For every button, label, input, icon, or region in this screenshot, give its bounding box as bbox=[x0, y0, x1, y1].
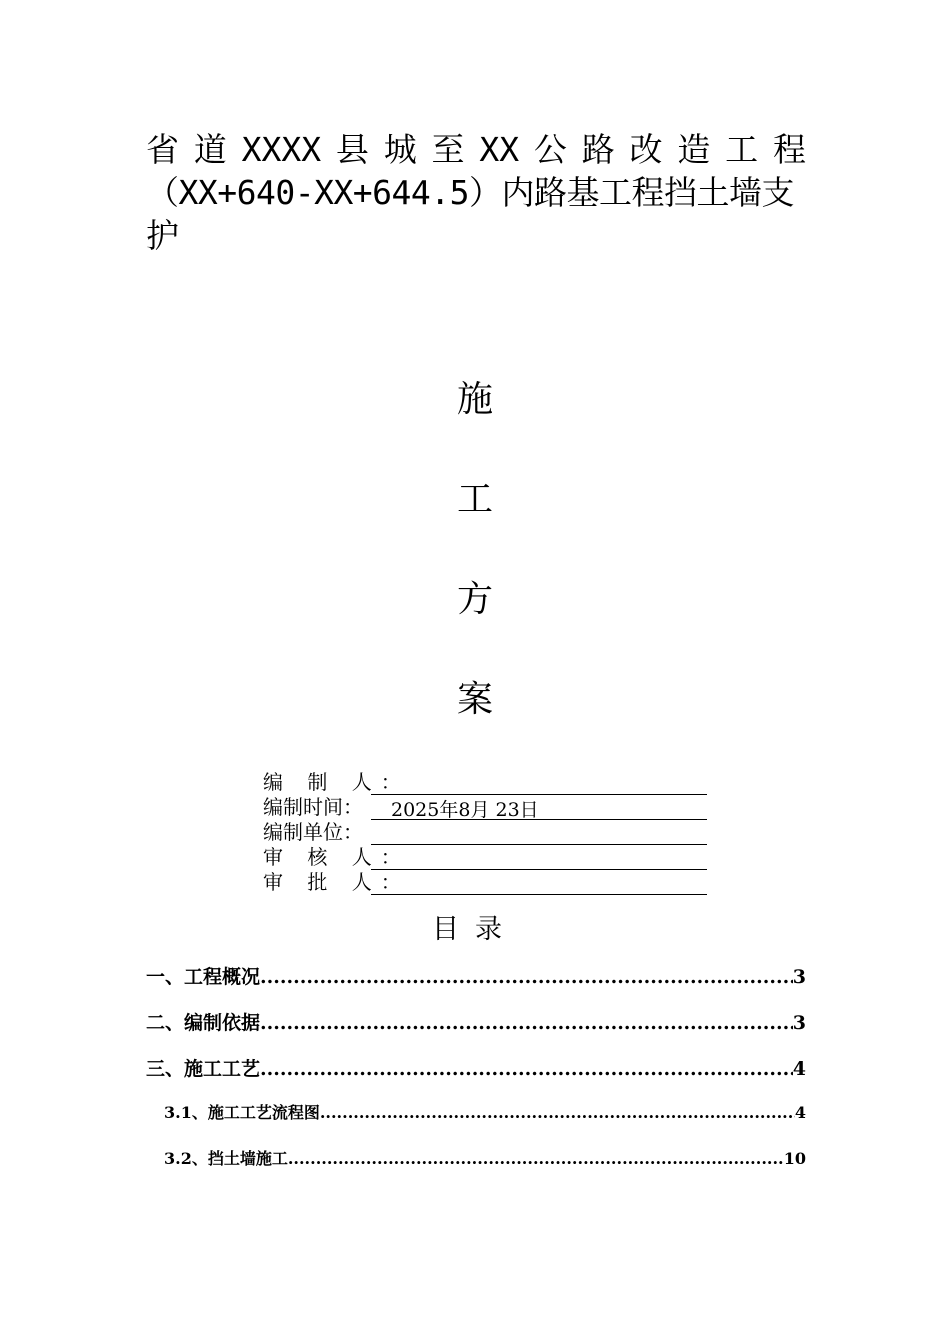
reviewer-label: 审 核 人： bbox=[263, 845, 410, 869]
toc-entry-overview[interactable] bbox=[146, 962, 806, 1008]
document-title bbox=[146, 128, 806, 257]
unit-label: 编制单位： bbox=[263, 820, 363, 844]
reviewer-row bbox=[263, 845, 723, 870]
toc-page-number: 4 bbox=[794, 1103, 806, 1122]
toc-entry-basis[interactable] bbox=[146, 1008, 806, 1054]
compiler-field bbox=[371, 775, 707, 795]
toc-entry-text: 二、编制依据 bbox=[146, 1012, 261, 1034]
approver-label: 审 批 人： bbox=[263, 870, 410, 894]
toc-page-number: 4 bbox=[792, 1058, 806, 1080]
approver-row bbox=[263, 870, 723, 895]
toc-page-number: 3 bbox=[792, 1012, 806, 1034]
toc-entry-text: 三、施工工艺 bbox=[146, 1058, 261, 1080]
date-label: 编制时间： bbox=[263, 795, 363, 819]
toc-entry-retaining-wall[interactable] bbox=[146, 1146, 806, 1192]
doc-type-char-4: 案 bbox=[456, 679, 493, 720]
title-line-3: 护 bbox=[146, 216, 179, 255]
toc-page-number: 10 bbox=[783, 1149, 806, 1168]
toc-entry-flowchart[interactable] bbox=[146, 1100, 806, 1146]
compiler-label: 编 制 人： bbox=[263, 770, 410, 794]
date-row bbox=[263, 795, 723, 820]
unit-field bbox=[371, 825, 707, 845]
toc-dot-leader bbox=[260, 1012, 793, 1034]
toc-entry-text: 3.1、施工工艺流程图 bbox=[164, 1103, 320, 1122]
toc-dot-leader bbox=[288, 1149, 784, 1168]
title-line-1: 省道XXXX县城至XX公路改造工程 bbox=[146, 130, 806, 169]
date-field: 2025年8月 23日 bbox=[371, 800, 707, 820]
doc-type-char-1: 施 bbox=[456, 379, 493, 420]
compiler-row bbox=[263, 770, 723, 795]
doc-type-char-2: 工 bbox=[456, 479, 493, 520]
reviewer-field bbox=[371, 850, 707, 870]
toc-dot-leader bbox=[260, 1058, 793, 1080]
toc-entry-process[interactable] bbox=[146, 1054, 806, 1100]
toc-dot-leader bbox=[260, 966, 793, 988]
unit-row bbox=[263, 820, 723, 845]
table-of-contents bbox=[146, 962, 806, 1192]
title-line-2: （XX+640-XX+644.5）内路基工程挡土墙支 bbox=[146, 173, 795, 212]
toc-entry-text: 3.2、挡土墙施工 bbox=[164, 1149, 288, 1168]
signoff-block bbox=[263, 770, 723, 895]
approver-field bbox=[371, 875, 707, 895]
toc-entry-text: 一、工程概况 bbox=[146, 966, 261, 988]
doc-type-char-3: 方 bbox=[456, 579, 493, 620]
toc-page-number: 3 bbox=[792, 966, 806, 988]
toc-heading: 目录 bbox=[432, 914, 518, 945]
toc-dot-leader bbox=[320, 1103, 795, 1122]
